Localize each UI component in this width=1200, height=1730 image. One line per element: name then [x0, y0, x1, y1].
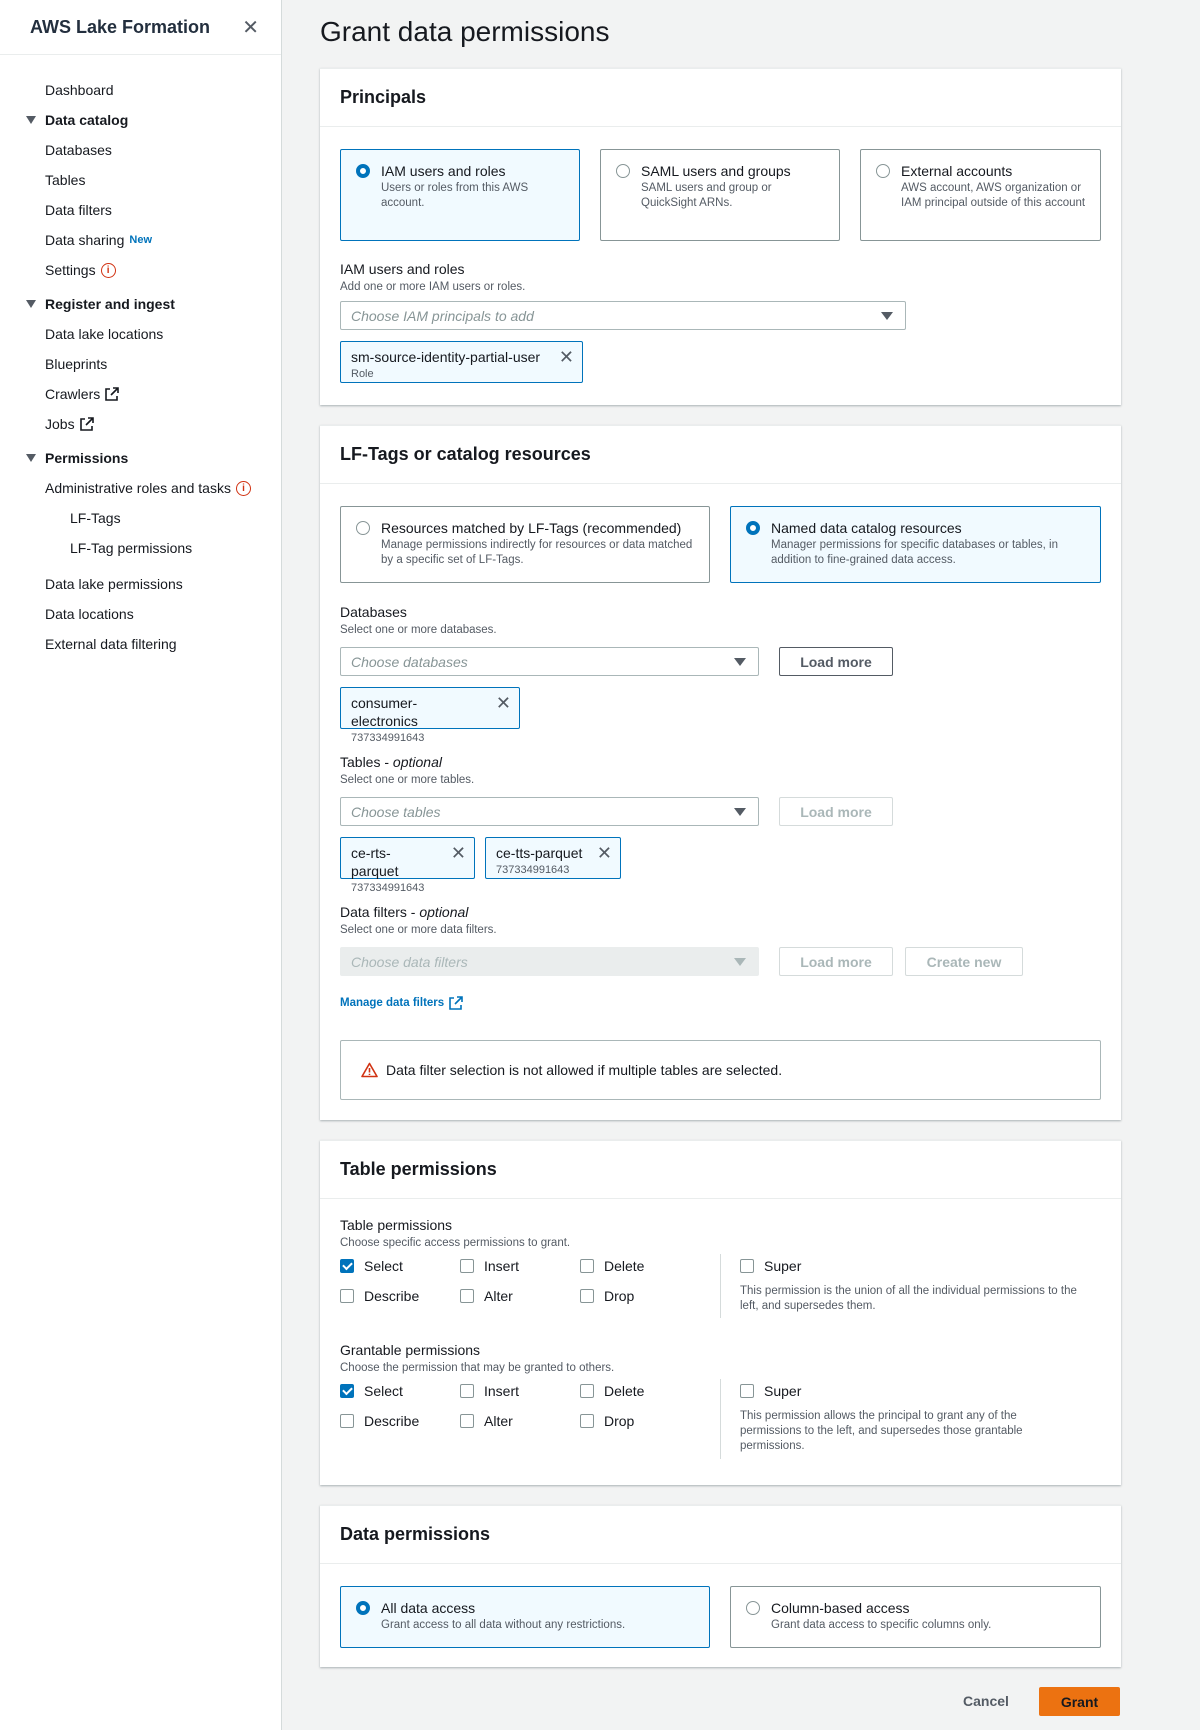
databases-label: Databases — [340, 604, 407, 620]
named-catalog-resources-tile[interactable] — [730, 506, 1101, 583]
perm-alter-checkbox[interactable] — [460, 1288, 513, 1304]
divider — [720, 1379, 721, 1459]
remove-token-icon[interactable]: ✕ — [495, 693, 511, 713]
checkbox-label: Alter — [484, 1288, 513, 1304]
checkbox-label: Super — [764, 1383, 802, 1399]
manage-data-filters-link[interactable] — [340, 996, 463, 1010]
data-filters-select[interactable] — [340, 947, 759, 976]
close-sidebar-icon[interactable]: ✕ — [242, 16, 259, 39]
perm-select-checkbox[interactable] — [340, 1258, 403, 1274]
sidebar-item-data-sharing[interactable] — [0, 225, 281, 255]
divider — [720, 1254, 721, 1318]
sidebar-item-tables[interactable]: Tables — [45, 172, 86, 188]
checkbox-label: Drop — [604, 1288, 635, 1304]
sidebar-item-jobs[interactable] — [0, 409, 281, 439]
data-permissions-header: Data permissions — [320, 1506, 1121, 1564]
select-placeholder: Choose tables — [351, 803, 441, 820]
table-token — [485, 837, 621, 879]
table-permissions-header: Table permissions — [320, 1141, 1121, 1199]
external-link-icon — [80, 417, 94, 431]
page-title: Grant data permissions — [320, 16, 610, 47]
sidebar-group-register-ingest[interactable] — [0, 289, 281, 319]
filters-load-more-button[interactable]: Load more — [779, 947, 893, 976]
tile-desc: SAML users and group or QuickSight ARNs. — [641, 182, 772, 209]
column-based-access-tile[interactable] — [730, 1586, 1101, 1648]
sidebar-title: AWS Lake Formation — [30, 16, 211, 37]
tables-desc: Select one or more tables. — [340, 774, 475, 786]
token-title: sm-source-identity-partial-user — [351, 349, 541, 365]
checkbox-label: Insert — [484, 1383, 520, 1399]
radio[interactable] — [356, 521, 370, 535]
grantable-permissions-label: Grantable permissions — [340, 1342, 481, 1358]
tile-desc: Manager permissions for specific databases or tables, in addition to fine-grained data access. — [771, 539, 1059, 566]
cancel-button[interactable]: Cancel — [963, 1693, 1009, 1709]
grant-drop-checkbox[interactable] — [580, 1413, 634, 1429]
tile-title: All data access — [381, 1600, 476, 1616]
radio-selected[interactable] — [746, 521, 760, 535]
info-icon[interactable]: i — [101, 263, 116, 278]
checkbox-label: Delete — [604, 1383, 645, 1399]
checkbox[interactable] — [580, 1414, 594, 1428]
tile-desc: AWS account, AWS organization or IAM principal outside of this account — [901, 182, 1086, 209]
sidebar-group-label: Permissions — [45, 450, 129, 466]
perm-insert-checkbox[interactable] — [460, 1258, 519, 1274]
token-title: ce-rts-parquet — [351, 845, 399, 879]
caret-down-icon — [734, 658, 746, 666]
checkbox[interactable] — [340, 1289, 354, 1303]
checkbox-label: Super — [764, 1258, 802, 1274]
principal-token — [340, 341, 583, 383]
tables-label — [340, 754, 442, 770]
tile-title: External accounts — [901, 163, 1013, 179]
sidebar-item-label: Settings — [45, 262, 96, 278]
data-permissions-card — [320, 1505, 1121, 1667]
iam-users-roles-tile[interactable] — [340, 149, 580, 241]
checkbox-label: Drop — [604, 1413, 635, 1429]
sidebar-item-databases[interactable]: Databases — [45, 142, 112, 158]
radio[interactable] — [746, 1601, 760, 1615]
radio-selected[interactable] — [356, 164, 370, 178]
table-permissions-label: Table permissions — [340, 1217, 453, 1233]
sidebar — [0, 0, 282, 1730]
optional-text: optional — [392, 754, 442, 770]
grant-super-checkbox[interactable] — [740, 1383, 801, 1399]
sidebar-item-external-filtering[interactable]: External data filtering — [45, 636, 177, 652]
link-text: Manage data filters — [340, 997, 445, 1009]
optional-text: optional — [419, 904, 469, 920]
tile-desc: Grant access to all data without any restrictions. — [381, 1619, 626, 1631]
sidebar-item-data-lake-locations[interactable]: Data lake locations — [45, 326, 164, 342]
data-filters-label — [340, 904, 468, 920]
sidebar-item-label: Crawlers — [45, 386, 101, 402]
grant-select-checkbox[interactable] — [340, 1383, 403, 1399]
checkbox[interactable] — [460, 1414, 474, 1428]
iam-field-desc: Add one or more IAM users or roles. — [340, 281, 526, 293]
grant-alter-checkbox[interactable] — [460, 1413, 513, 1429]
sidebar-item-data-locations[interactable]: Data locations — [45, 606, 134, 622]
iam-principals-select[interactable] — [340, 301, 906, 330]
external-accounts-tile[interactable] — [860, 149, 1101, 241]
alert-text: Data filter selection is not allowed if multiple tables are selected. — [386, 1062, 783, 1078]
tile-desc: Manage permissions indirectly for resources or data matched by a specific set of LF-Tags. — [381, 539, 693, 566]
checkbox[interactable] — [580, 1384, 594, 1398]
token-sub: 737334991643 — [351, 732, 425, 744]
databases-desc: Select one or more databases. — [340, 624, 497, 636]
remove-token-icon[interactable]: ✕ — [450, 843, 466, 863]
sidebar-group-data-catalog[interactable] — [0, 105, 281, 135]
tile-title: SAML users and groups — [641, 163, 791, 179]
select-placeholder: Choose IAM principals to add — [351, 307, 534, 324]
caret-down-icon — [26, 116, 36, 124]
tile-title: Resources matched by LF-Tags (recommended) — [381, 520, 682, 536]
super-desc: This permission is the union of all the individual permissions to the left, and supersedes them. — [740, 1285, 1077, 1312]
checkbox[interactable] — [580, 1289, 594, 1303]
checkbox-checked[interactable] — [340, 1259, 354, 1273]
sidebar-item-data-lake-permissions[interactable]: Data lake permissions — [45, 576, 183, 592]
sidebar-group-label: Register and ingest — [45, 296, 175, 312]
iam-field-label: IAM users and roles — [340, 261, 465, 277]
caret-down-icon — [734, 808, 746, 816]
checkbox-label: Insert — [484, 1258, 520, 1274]
database-token — [340, 687, 520, 744]
sidebar-header — [0, 0, 281, 55]
data-filters-desc: Select one or more data filters. — [340, 924, 497, 936]
token-title: ce-tts-parquet — [496, 845, 583, 861]
checkbox-label: Delete — [604, 1258, 645, 1274]
token-title: consumer-electronics — [351, 695, 418, 729]
checkbox[interactable] — [460, 1289, 474, 1303]
caret-down-icon — [734, 958, 746, 966]
tile-title: Named data catalog resources — [771, 520, 962, 536]
grantable-permissions-desc: Choose the permission that may be granted to others. — [340, 1362, 615, 1374]
select-placeholder: Choose data filters — [351, 953, 468, 970]
grant-delete-checkbox[interactable] — [580, 1383, 644, 1399]
sidebar-item-label: Data sharing — [45, 232, 125, 248]
remove-token-icon[interactable]: ✕ — [596, 843, 612, 863]
info-icon[interactable]: i — [236, 481, 251, 496]
sidebar-nav — [0, 55, 281, 659]
sidebar-item-settings[interactable] — [0, 255, 281, 285]
perm-drop-checkbox[interactable] — [580, 1288, 634, 1304]
checkbox[interactable] — [340, 1414, 354, 1428]
new-badge: New — [129, 234, 153, 246]
create-new-filter-button[interactable]: Create new — [905, 947, 1023, 976]
tables-select[interactable] — [340, 797, 759, 826]
sidebar-item-lf-tags[interactable]: LF-Tags — [70, 510, 121, 526]
checkbox-label: Alter — [484, 1413, 513, 1429]
token-sub: Role — [351, 368, 374, 380]
grant-describe-checkbox[interactable] — [340, 1413, 419, 1429]
lf-tags-resources-tile[interactable] — [340, 506, 710, 583]
principals-header: Principals — [320, 69, 1121, 127]
super-grant-desc: This permission allows the principal to grant any of the permissions to the left, and supersedes those grantable permissions. — [740, 1410, 1023, 1452]
grant-button[interactable]: Grant — [1039, 1687, 1120, 1716]
label-text: Tables - — [340, 754, 393, 770]
checkbox[interactable] — [740, 1259, 754, 1273]
checkbox[interactable] — [460, 1259, 474, 1273]
checkbox-label: Describe — [364, 1288, 420, 1304]
table-permissions-desc: Choose specific access permissions to grant. — [340, 1237, 571, 1249]
databases-select[interactable] — [340, 647, 759, 676]
tile-desc: Users or roles from this AWS account. — [381, 182, 529, 209]
warning-icon — [361, 1062, 378, 1078]
token-sub: 737334991643 — [496, 864, 570, 876]
token-sub: 737334991643 — [351, 882, 425, 894]
resources-header: LF-Tags or catalog resources — [320, 426, 1121, 484]
caret-down-icon — [26, 454, 36, 462]
checkbox-checked[interactable] — [340, 1384, 354, 1398]
external-link-icon — [449, 996, 463, 1010]
tile-desc: Grant data access to specific columns only. — [771, 1619, 992, 1631]
checkbox-label: Select — [364, 1383, 403, 1399]
caret-down-icon — [881, 312, 893, 320]
sidebar-item-label: Jobs — [45, 416, 75, 432]
grant-insert-checkbox[interactable] — [460, 1383, 519, 1399]
saml-users-groups-tile[interactable] — [600, 149, 840, 241]
principals-card — [320, 68, 1121, 405]
sidebar-group-label: Data catalog — [45, 112, 129, 128]
perm-super-checkbox[interactable] — [740, 1258, 801, 1274]
table-token — [340, 837, 475, 894]
checkbox-label: Select — [364, 1258, 403, 1274]
tile-title: IAM users and roles — [381, 163, 506, 179]
external-link-icon — [105, 387, 119, 401]
databases-load-more-button[interactable]: Load more — [779, 647, 893, 676]
radio[interactable] — [876, 164, 890, 178]
tile-title: Column-based access — [771, 1600, 910, 1616]
checkbox[interactable] — [460, 1384, 474, 1398]
caret-down-icon — [26, 300, 36, 308]
sidebar-item-lf-tag-permissions[interactable]: LF-Tag permissions — [70, 540, 193, 556]
checkbox-label: Describe — [364, 1413, 420, 1429]
radio[interactable] — [616, 164, 630, 178]
checkbox[interactable] — [740, 1384, 754, 1398]
remove-token-icon[interactable]: ✕ — [558, 347, 574, 367]
table-permissions-card — [320, 1140, 1121, 1485]
label-text: Data filters - — [340, 904, 420, 920]
resources-card — [320, 425, 1121, 1120]
all-data-access-tile[interactable] — [340, 1586, 710, 1648]
radio-selected[interactable] — [356, 1601, 370, 1615]
sidebar-item-crawlers[interactable] — [0, 379, 281, 409]
select-placeholder: Choose databases — [351, 653, 468, 670]
sidebar-item-blueprints[interactable]: Blueprints — [45, 356, 108, 372]
sidebar-item-label: Administrative roles and tasks — [45, 480, 231, 496]
sidebar-item-dashboard[interactable]: Dashboard — [45, 82, 114, 98]
tables-load-more-button[interactable]: Load more — [779, 797, 893, 826]
perm-describe-checkbox[interactable] — [340, 1288, 419, 1304]
sidebar-item-data-filters[interactable]: Data filters — [45, 202, 112, 218]
warning-alert — [340, 1040, 1101, 1100]
sidebar-group-permissions[interactable] — [0, 443, 281, 473]
sidebar-item-admin-roles[interactable] — [0, 473, 281, 503]
perm-delete-checkbox[interactable] — [580, 1258, 644, 1274]
checkbox[interactable] — [580, 1259, 594, 1273]
